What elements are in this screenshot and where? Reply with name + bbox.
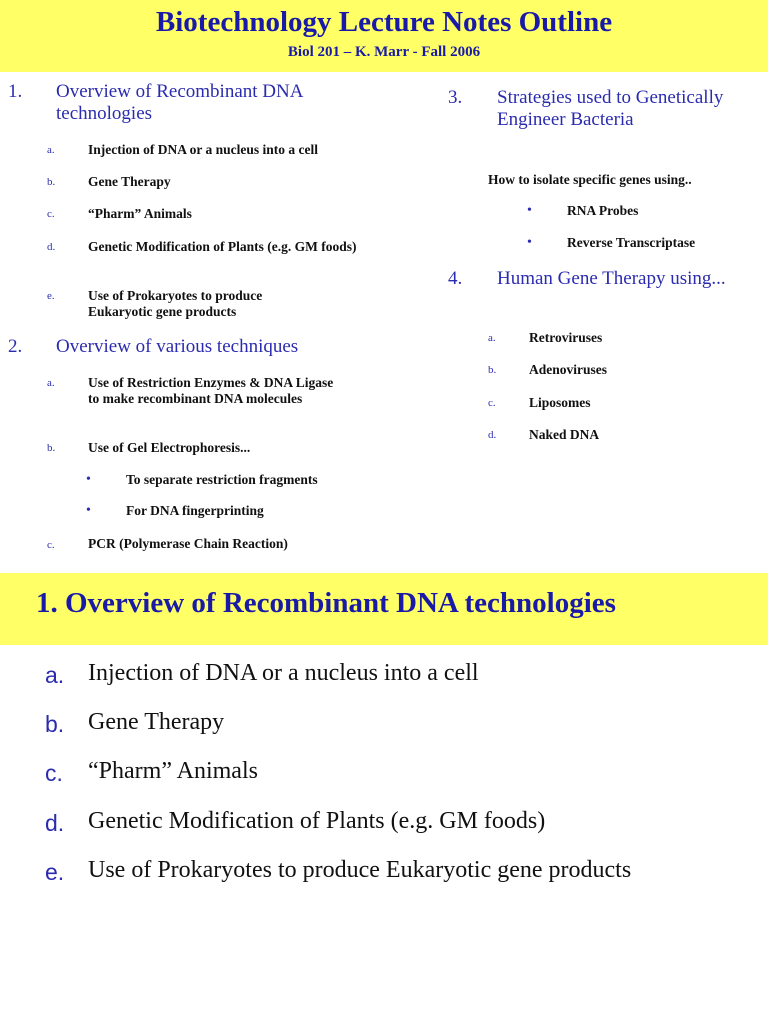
section-2-title: Overview of various techniques (56, 336, 299, 357)
slide2-item-letter: b. (45, 711, 65, 737)
list-item-text: Use of Gel Electrophoresis... (88, 440, 251, 455)
slide2-item-text: Injection of DNA or a nucleus into a cell (88, 660, 479, 686)
page-subtitle: Biol 201 – K. Marr - Fall 2006 (287, 44, 481, 60)
section-1-title: Overview of Recombinant DNA technologies (56, 81, 303, 124)
slide2-title: 1. Overview of Recombinant DNA technologies (36, 587, 616, 619)
slide2-item-text: Use of Prokaryotes to produce Eukaryotic gene products (88, 857, 632, 883)
list-item-letter: d. (47, 241, 56, 253)
list-item-text: Use of Restriction Enzymes & DNA Ligase to make recombinant DNA molecules (88, 375, 334, 406)
list-item-letter: e. (47, 290, 55, 302)
slide2-item-text: Genetic Modification of Plants (e.g. GM foods) (88, 808, 546, 834)
bullet-mark: • (86, 503, 91, 518)
bullet-text: To separate restriction fragments (126, 472, 318, 487)
section-3-intro: How to isolate specific genes using.. (488, 172, 692, 187)
outline-header-banner (0, 0, 768, 72)
slide2-header-banner (0, 573, 768, 645)
list-item-text: “Pharm” Animals (88, 206, 192, 221)
list-item-text: Injection of DNA or a nucleus into a cell (88, 142, 318, 157)
bullet-mark: • (86, 472, 91, 487)
section-4-number: 4. (448, 268, 463, 289)
section-3-number: 3. (448, 87, 463, 108)
section-3-title: Strategies used to Genetically Engineer Bacteria (497, 87, 724, 130)
bullet-mark: • (527, 203, 532, 218)
slide2-item-letter: c. (45, 760, 63, 786)
slide2-item-letter: a. (45, 662, 65, 688)
list-item-text: Genetic Modification of Plants (e.g. GM foods) (88, 239, 357, 254)
list-item-text: Naked DNA (529, 427, 600, 442)
bullet-text: For DNA fingerprinting (126, 503, 264, 518)
list-item-letter: b. (47, 442, 56, 454)
list-item-text: PCR (Polymerase Chain Reaction) (88, 536, 288, 551)
list-item-letter: b. (47, 176, 56, 188)
list-item-letter: c. (488, 397, 496, 409)
slide2-item-letter: d. (45, 810, 65, 836)
list-item-letter: d. (488, 429, 497, 441)
list-item-letter: a. (488, 332, 496, 344)
slide2-item-text: Gene Therapy (88, 709, 225, 735)
list-item-letter: c. (47, 539, 55, 551)
list-item-letter: a. (47, 144, 55, 156)
list-item-letter: a. (47, 377, 55, 389)
section-2-number: 2. (8, 336, 23, 357)
bullet-text: RNA Probes (567, 203, 639, 218)
page-title: Biotechnology Lecture Notes Outline (155, 6, 613, 38)
slide2-item-text: “Pharm” Animals (88, 758, 258, 784)
list-item-text: Gene Therapy (88, 174, 171, 189)
bullet-mark: • (527, 235, 532, 250)
slide2-item-letter: e. (45, 859, 65, 885)
list-item-text: Use of Prokaryotes to produce Eukaryotic gene products (88, 288, 263, 319)
list-item-letter: b. (488, 364, 497, 376)
list-item-text: Liposomes (529, 395, 591, 410)
section-1-number: 1. (8, 81, 23, 102)
list-item-text: Adenoviruses (529, 362, 608, 377)
list-item-text: Retroviruses (529, 330, 603, 345)
bullet-text: Reverse Transcriptase (567, 235, 696, 250)
list-item-letter: c. (47, 208, 55, 220)
section-4-title: Human Gene Therapy using... (497, 268, 726, 289)
